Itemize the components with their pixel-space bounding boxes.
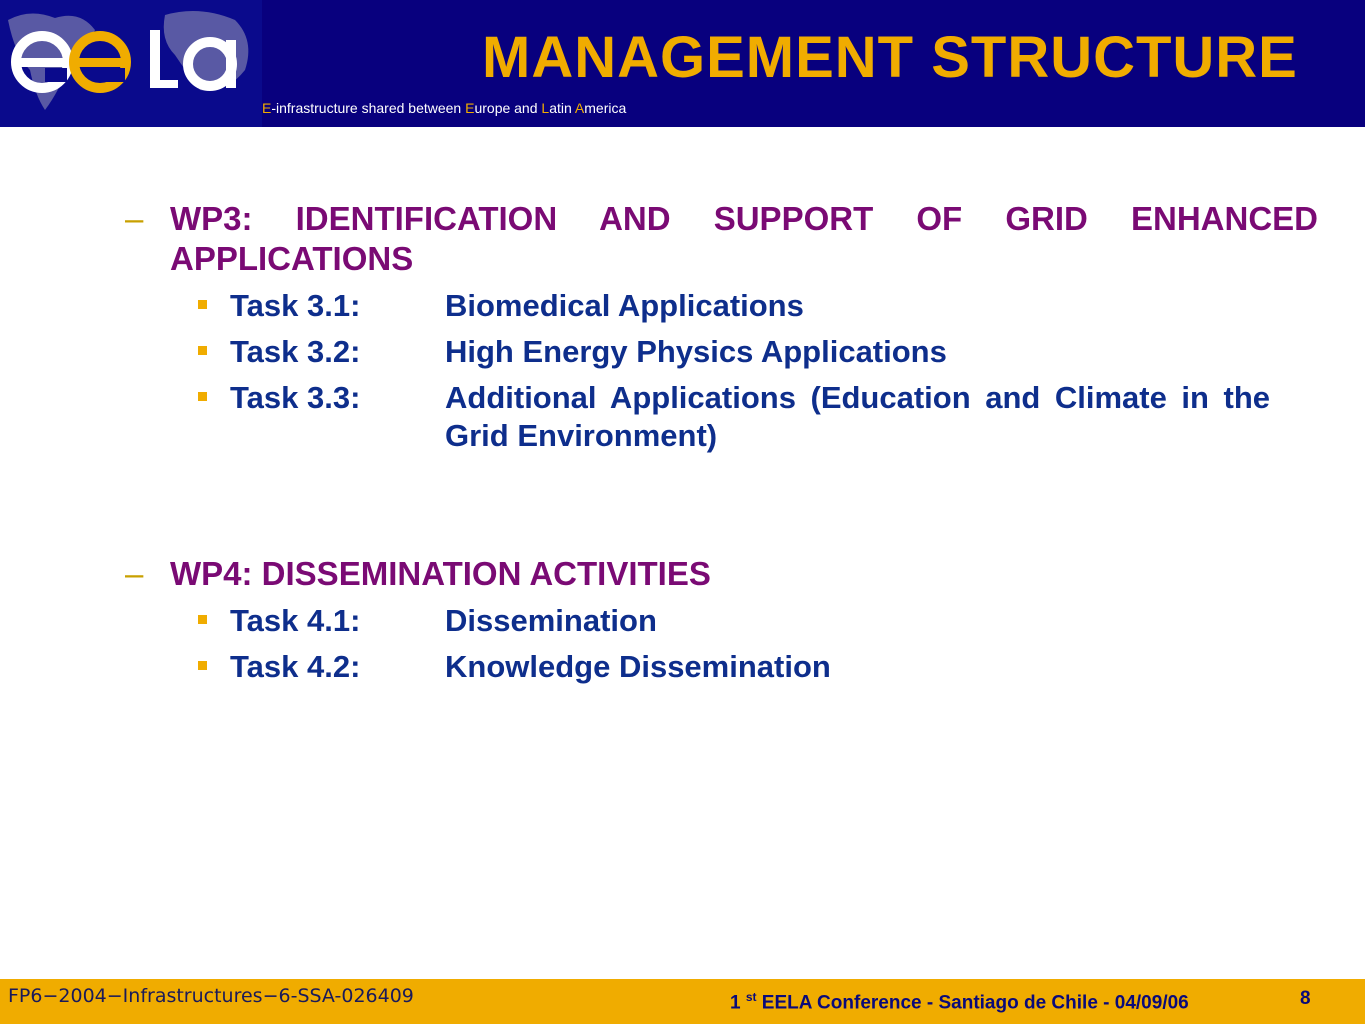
dash-bullet: – [125,200,144,237]
tagline-part: A [574,100,585,116]
eela-logo [0,0,262,127]
slide-header [0,0,1365,127]
square-bullet-icon [198,300,207,309]
square-bullet-icon [198,392,207,401]
project-code: FP6−2004−Infrastructures−6-SSA-026409 [8,985,414,1007]
task-description: Dissemination [445,603,657,638]
conference-number: 1 [730,992,741,1014]
square-bullet-icon [198,615,207,624]
tagline-part: L [541,100,550,116]
conference-info [730,990,1189,1014]
slide-footer [0,979,1365,1024]
slide-title: MANAGEMENT STRUCTURE [482,25,1298,90]
tagline-part: merica [584,100,627,116]
tagline-part: E [262,100,272,116]
wp4-heading: WP4: DISSEMINATION ACTIVITIES [170,555,711,592]
tagline-part: -infrastructure shared between [271,100,466,116]
wp3-heading: WP3: IDENTIFICATION AND SUPPORT OF GRID ENHANCED APPLICATIONS [170,200,1318,277]
task-id: Task 3.2: [230,334,361,369]
square-bullet-icon [198,661,207,670]
task-id: Task 4.1: [230,603,361,638]
task-description: Additional Applications (Education and Climate in the Grid Environment) [445,380,1270,453]
eela-logo-graphic [0,0,262,127]
conference-text: EELA Conference - Santiago de Chile - 04/09/06 [756,992,1189,1014]
task-id: Task 4.2: [230,649,361,684]
task-description: Knowledge Dissemination [445,649,831,684]
task-description: High Energy Physics Applications [445,334,947,369]
task-id: Task 3.3: [230,380,361,415]
tagline [262,100,626,116]
page-number: 8 [1300,988,1311,1009]
tagline-part: urope and [474,100,542,116]
dash-bullet: – [125,555,144,592]
conference-number-suffix: st [745,990,757,1004]
task-description: Biomedical Applications [445,288,804,323]
task-id: Task 3.1: [230,288,361,323]
square-bullet-icon [198,346,207,355]
tagline-part: E [465,100,475,116]
tagline-part: atin [549,100,575,116]
